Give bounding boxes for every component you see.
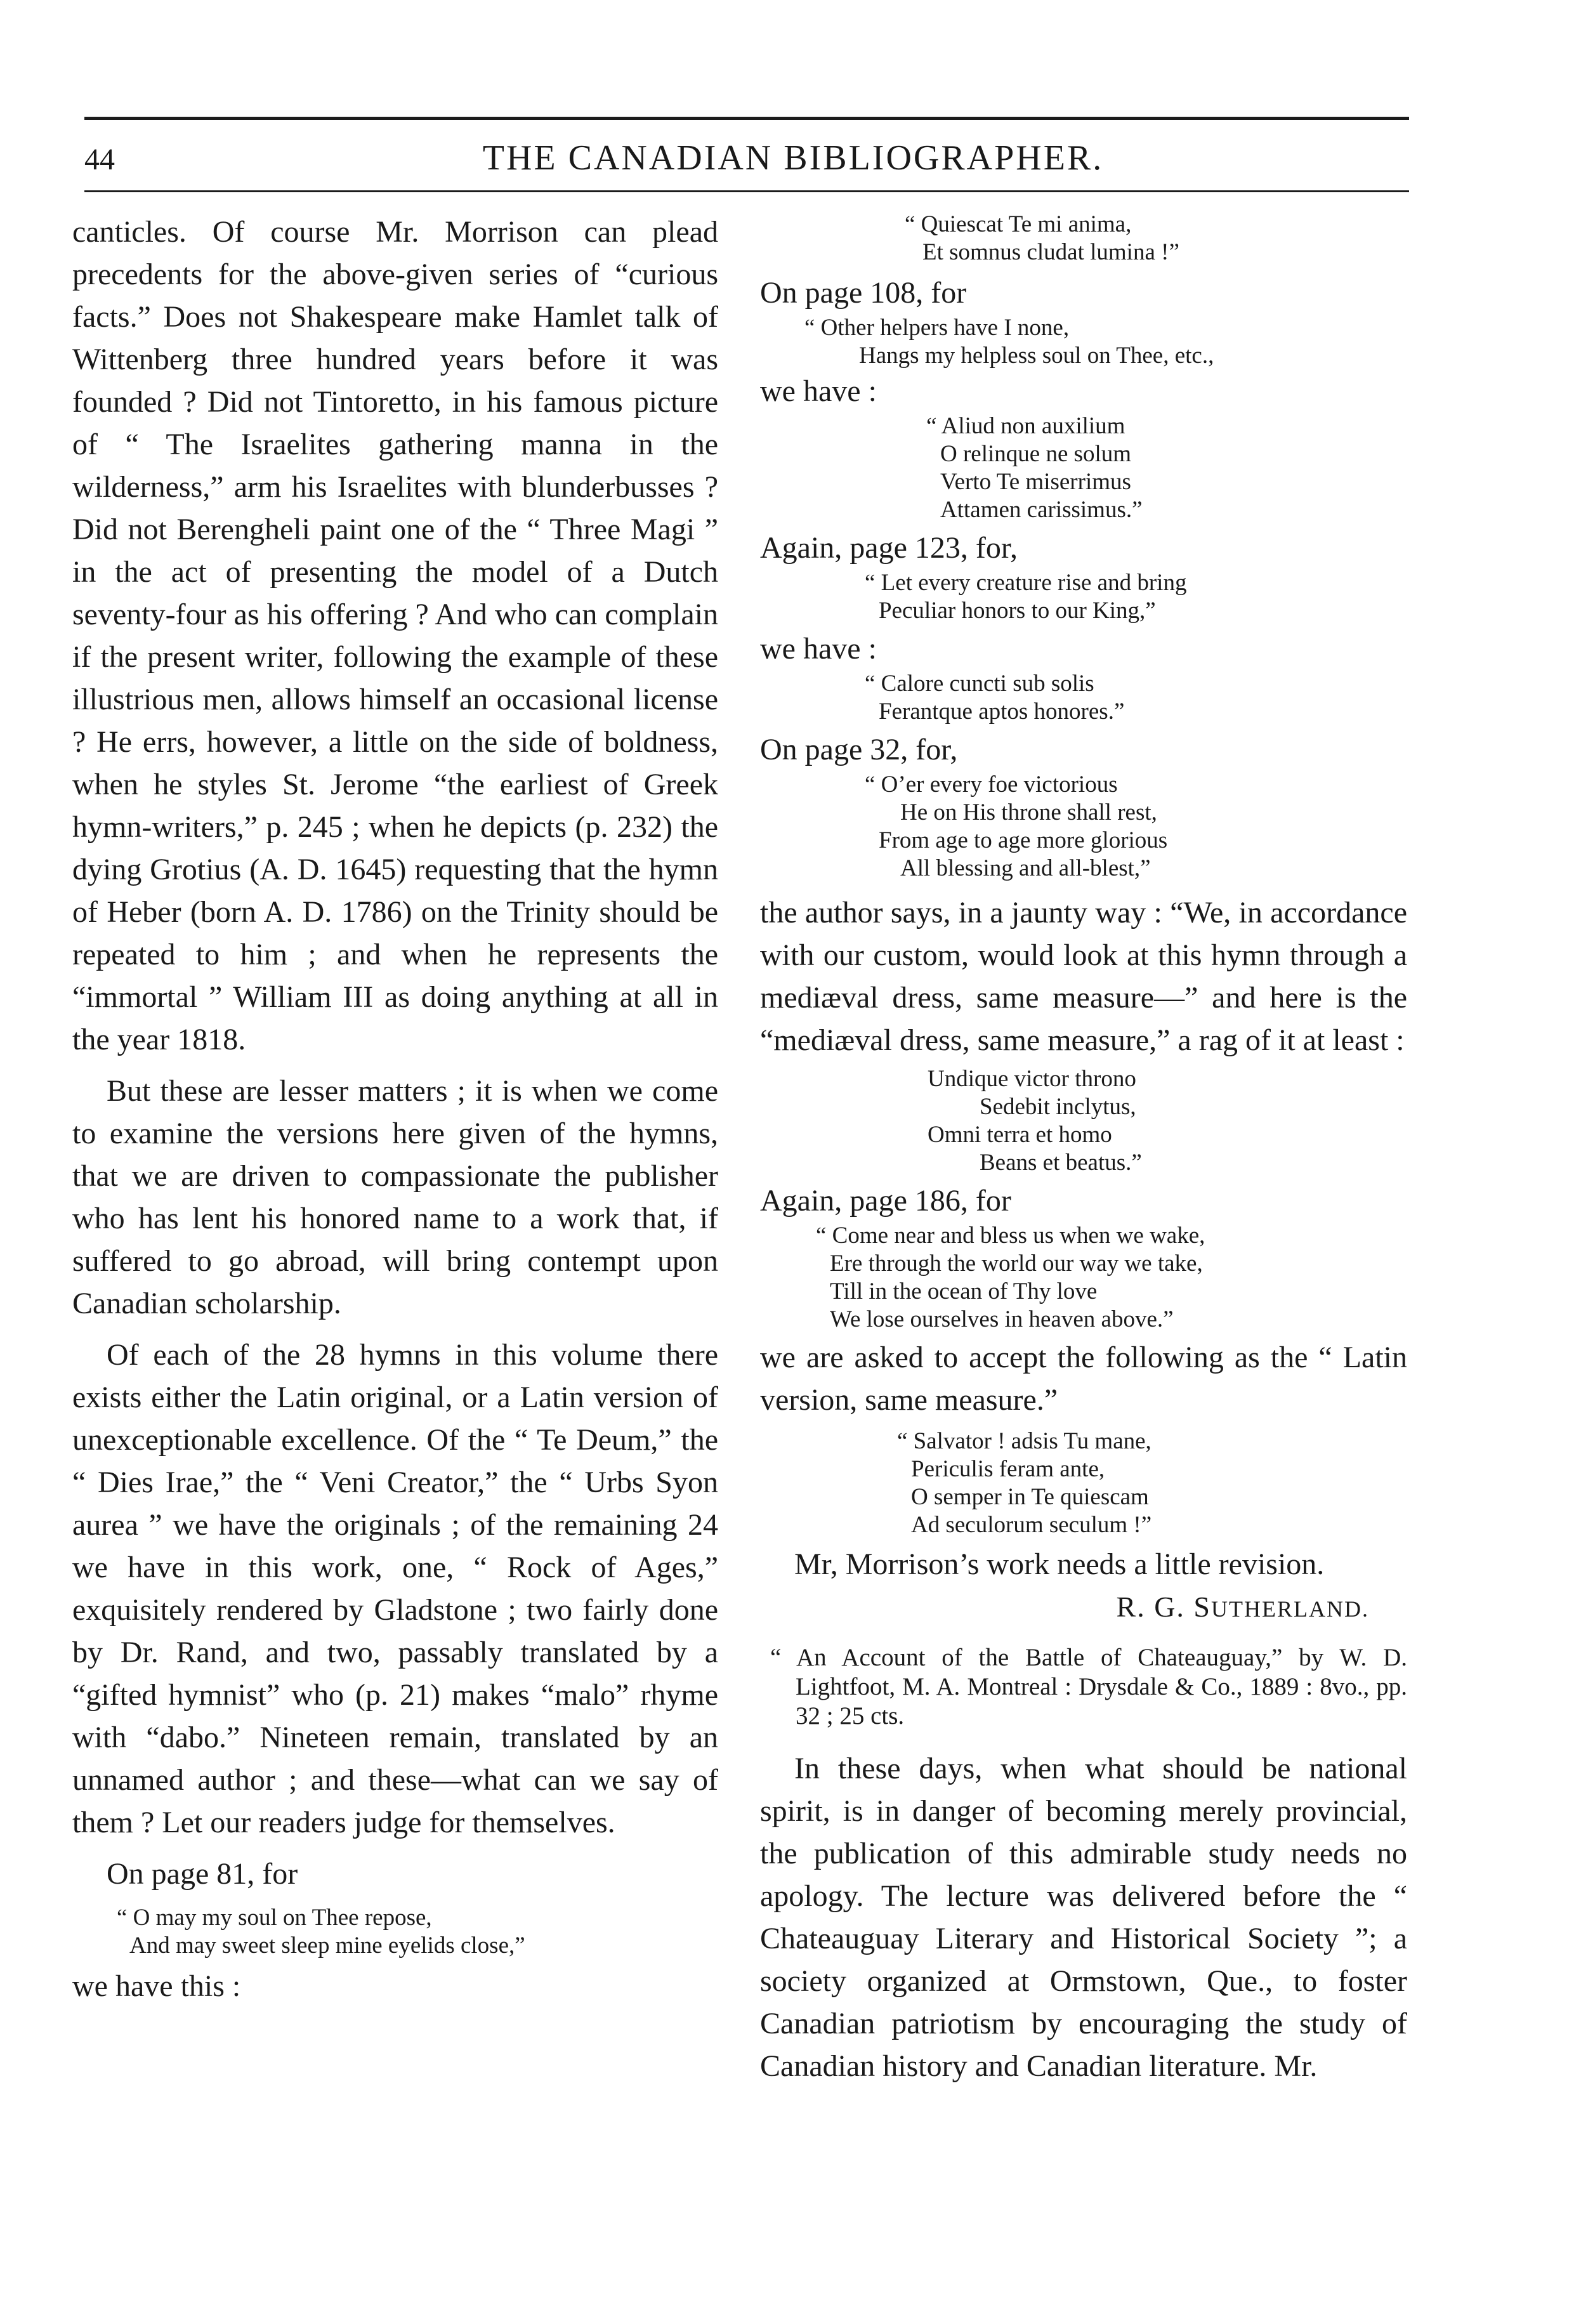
verse-line: Ferantque aptos honores.” [879,699,1125,725]
verse-line: Et somnus cludat lumina !” [922,239,1179,265]
paragraph: But these are lesser matters ; it is when we come to examine the versions here given of the hymns, that we are driven to compassionate the publisher who has lent his honored name to a work that, if suffered to go abroad, will bring contempt upon Canadian scholarship. [72,1074,718,1320]
quote-lead: On page 32, for, [760,733,958,766]
verse-line: Periculis feram ante, [911,1456,1105,1482]
header-rule [84,190,1409,192]
paragraph: canticles. Of course Mr. Morrison can plead precedents for the above-given series of “curious facts.” Does not Shakespeare make Hamlet talk of Wittenberg three hundred years before it was founded ? Did not Tintoretto, in his famous picture of “ The Israelites gathering manna in the wilderness,” arm his Israelites with blunderbusses ? Did not Berengheli paint one of the “ Three Magi ” in the act of presenting the model of a Dutch seventy-four as his offering ? And who can complain if the present writer, following the example of these illustrious men, allows himself an occasional license ? He errs, however, a little on the side of boldness, when he styles St. Jerome “the earliest of Greek hymn-writers,” p. 245 ; when he depicts (p. 232) the dying Grotius (A. D. 1645) requesting that the hymn of Heber (born A. D. 1786) on the Trinity should be repeated to him ; and when he represents the “immortal ” William III as doing anything at all in the year 1818. [72,215,718,1056]
signature-smallcaps: UTHERLAND. [1211,1596,1369,1622]
verse-line: “ O may my soul on Thee repose, [117,1905,432,1931]
verse-line: Verto Te miserrimus [940,469,1131,495]
paragraph: In these days, when what should be national spirit, is in danger of becoming merely provincial, the publication of this admirable study needs no apology. The lecture was delivered before the “ Chateauguay Literary and Historical Society ”; a society organized at Ormstown, Que., to foster Canadian patriotism by encouraging the study of Canadian history and Canadian literature. Mr. [760,1752,1407,2083]
right-column [760,211,1407,2087]
running-title: THE CANADIAN BIBLIOGRAPHER. [482,138,1104,178]
signature-initials: R. G. S [1116,1591,1212,1623]
verse-line: Till in the ocean of Thy love [830,1278,1098,1304]
page-number: 44 [84,143,115,176]
verse-line: Sedebit inclytus, [980,1094,1136,1120]
verse-line: “ Other helpers have I none, [804,315,1070,341]
verse-line: O semper in Te quiescam [911,1484,1149,1510]
verse-quote [760,1065,1407,1177]
paragraph: the author says, in a jaunty way : “We, in accordance with our custom, would look at this hymn through a mediæval dress, same measure—” and here is the “mediæval dress, same measure,” a rag of it at least : [760,896,1407,1057]
paragraph: Mr, Morrison’s work needs a little revision. [794,1547,1325,1581]
verse-line: “ Calore cuncti sub solis [865,671,1094,697]
verse-quote [760,1428,1407,1539]
quote-lead: we have : [760,374,877,408]
verse-line: Ere through the world our way we take, [830,1251,1203,1277]
verse-line: From age to age more glorious [879,827,1168,853]
verse-line: Hangs my helpless soul on Thee, etc., [859,343,1214,369]
quote-lead: we have : [760,632,877,666]
verse-line: “ Come near and bless us when we wake, [816,1223,1205,1249]
verse-quote [760,412,1407,524]
author-signature [760,1585,1369,1631]
quote-lead: On page 81, for [107,1857,298,1891]
verse-line: Attamen carissimus.” [940,497,1143,523]
verse-line: Beans et beatus.” [980,1150,1142,1176]
review-citation: “ An Account of the Battle of Chateauguay,” by W. D. Lightfoot, M. A. Montreal : Drysdale & Co., 1889 : 8vo., pp. 32 ; 25 cts. [770,1644,1407,1730]
verse-line: Undique victor throno [928,1066,1136,1092]
verse-line: “ Quiescat Te mi anima, [905,211,1132,237]
verse-line: Ad seculorum seculum !” [911,1512,1152,1538]
verse-line: “ Let every creature rise and bring [865,570,1187,596]
verse-line: Omni terra et homo [928,1122,1112,1148]
verse-quote [760,1222,1407,1334]
verse-line: All blessing and all-blest,” [900,855,1151,881]
verse-line: He on His throne shall rest, [900,799,1157,825]
quote-lead: Again, page 123, for, [760,531,1018,565]
top-rule [84,117,1409,120]
verse-line: “ Aliud non auxilium [926,413,1125,439]
verse-quote [760,211,1407,266]
verse-quote [760,771,1407,883]
verse-quote [72,1904,718,1960]
paragraph: we are asked to accept the following as the “ Latin version, same measure.” [760,1341,1407,1417]
verse-line: “ Salvator ! adsis Tu mane, [897,1428,1151,1454]
verse-quote [760,670,1407,726]
verse-line: We lose ourselves in heaven above.” [830,1306,1174,1332]
verse-line: O relinque ne solum [940,441,1132,467]
left-column [72,211,718,2007]
quote-lead: Again, page 186, for [760,1184,1011,1218]
verse-line: And may sweet sleep mine eyelids close,” [129,1933,525,1959]
verse-line: “ O’er every foe victorious [865,771,1118,798]
verse-quote [760,314,1407,370]
paragraph: Of each of the 28 hymns in this volume there exists either the Latin original, or a Latin version of unexceptionable excellence. Of the “ Te Deum,” the “ Dies Irae,” the “ Veni Creator,” the “ Urbs Syon aurea ” we have the originals ; of the remaining 24 we have in this work, one, “ Rock of Ages,” exquisitely rendered by Gladstone ; two fairly done by Dr. Rand, and two, passably translated by a “gifted hymnist” who (p. 21) makes “malo” rhyme with “dabo.” Nineteen remain, translated by an unnamed author ; and these—what can we say of them ? Let our readers judge for themselves. [72,1338,718,1839]
quote-lead: On page 108, for [760,276,967,310]
quote-lead: we have this : [72,1969,241,2003]
verse-line: Peculiar honors to our King,” [879,598,1156,624]
verse-quote [760,569,1407,625]
